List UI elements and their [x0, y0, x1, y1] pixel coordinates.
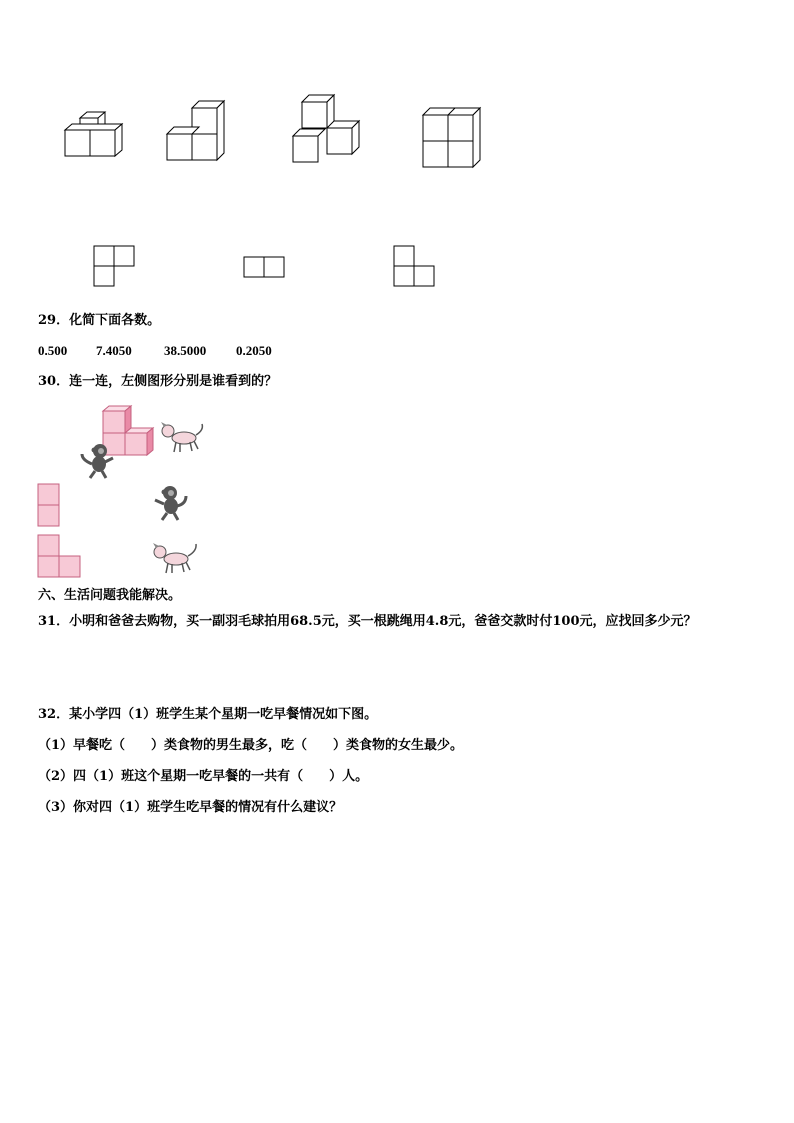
monkey-icon [78, 442, 118, 480]
cube-figure-2 [162, 98, 232, 163]
question-32-sub-3: （3）你对四（1）班学生吃早餐的情况有什么建议？ [38, 800, 343, 815]
cube-figure-1 [60, 110, 130, 160]
monkey-icon-2 [150, 484, 190, 522]
q29-number-2: 7.4050 [96, 343, 132, 358]
cube-figure-3 [290, 92, 365, 164]
q29-number-1: 0.500 [38, 343, 68, 358]
cube-figure-4 [420, 105, 490, 170]
q29-number-3: 38.5000 [164, 343, 207, 358]
question-30-title: 30．连一连，左侧图形分别是谁看到的？ [38, 374, 278, 389]
q29-number-4: 0.2050 [236, 343, 272, 358]
question-29-title: 29．化简下面各数。 [38, 313, 161, 328]
view-figure-3 [393, 245, 438, 287]
question-32-title: 32．某小学四（1）班学生某个星期一吃早餐情况如下图。 [38, 707, 378, 722]
view-pink-l-shape [37, 534, 85, 579]
question-32-sub-1: （1）早餐吃（ ）类食物的男生最多，吃（ ）类食物的女生最少。 [38, 738, 464, 753]
view-figure-2 [243, 256, 288, 278]
section-6-title: 六、生活问题我能解决。 [38, 588, 182, 603]
view-figure-1 [93, 245, 138, 287]
view-pink-vertical [37, 483, 62, 528]
dog-icon-2 [150, 540, 202, 576]
question-31-text: 31．小明和爸爸去购物，买一副羽毛球拍用68.5元，买一根跳绳用4.8元，爸爸交款时付100元，应找回多少元？ [38, 614, 697, 629]
dog-icon [158, 420, 208, 455]
question-32-sub-2: （2）四（1）班这个星期一吃早餐的一共有（ ）人。 [38, 769, 369, 784]
